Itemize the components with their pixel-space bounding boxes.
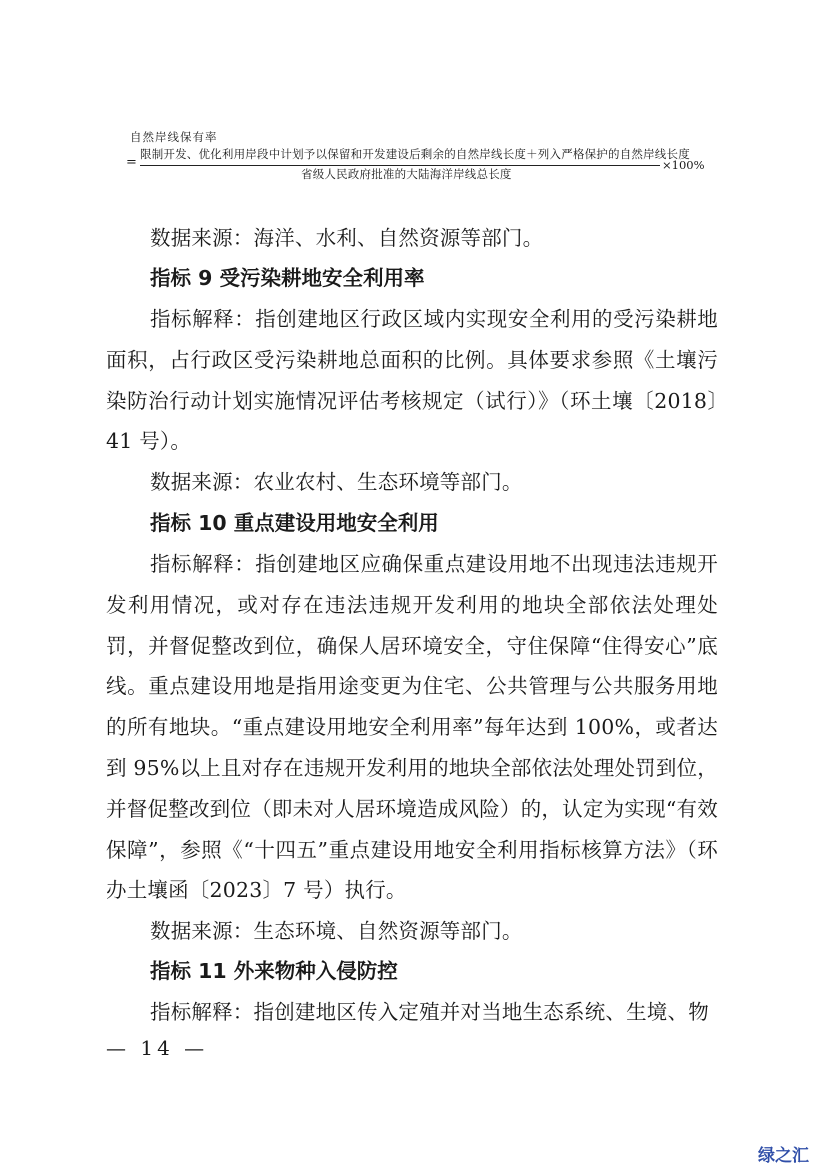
- watermark-logo: 绿之汇: [758, 1146, 809, 1166]
- formula-numerator: 限制开发、优化利用岸段中计划予以保留和开发建设后剩余的自然岸线长度＋列入严格保护的自然岸线长度: [140, 147, 690, 161]
- indicator-explanation-paragraph: 指标解释：指创建地区行政区域内实现安全利用的受污染耕地面积，占行政区受污染耕地总面积的比例。具体要求参照《土壤污染防治行动计划实施情况评估考核规定（试行）》（环土壤〔2018〕41 号）。: [106, 307, 718, 454]
- formula-denominator: 省级人民政府批准的大陆海洋岸线总长度: [301, 167, 512, 181]
- data-source-paragraph: 数据来源：农业农村、生态环境等部门。: [150, 470, 523, 494]
- indicator-explanation-paragraph: 指标解释：指创建地区传入定殖并对当地生态系统、生境、物: [150, 1000, 709, 1024]
- indicator-heading: 指标 9 受污染耕地安全利用率: [150, 266, 425, 290]
- data-source-paragraph: 数据来源：海洋、水利、自然资源等部门。: [150, 226, 544, 250]
- indicator-explanation-paragraph: 指标解释：指创建地区应确保重点建设用地不出现违法违规开发利用情况，或对存在违法违规开发利用的地块全部依法处理处罚，并督促整改到位，确保人居环境安全，守住保障“住得安心”底线。重点建设用地是指用途变更为住宅、公共管理与公共服务用地的所有地块。“重点建设用地安全利用率”每年达到 100%，或者达到 95%以上且对存在违规开发利用的地块全部依法处理处罚到位，并督促整改到位（即未对人居环境造成风险）的，认定为实现“有效保障”，参照《“十四五”重点建设用地安全利用指标核算方法》（环办土壤函〔2023〕7 号）执行。: [106, 552, 718, 903]
- formula-title: 自然岸线保有率: [130, 130, 218, 144]
- indicator-heading: 指标 11 外来物种入侵防控: [150, 959, 398, 983]
- formula-equals-sign: =: [126, 155, 137, 170]
- formula-multiplier: ×100%: [662, 158, 705, 172]
- page-number: — 14 —: [106, 1036, 209, 1060]
- indicator-heading: 指标 10 重点建设用地安全利用: [150, 511, 439, 535]
- formula-fraction-bar: [140, 165, 660, 166]
- data-source-paragraph: 数据来源：生态环境、自然资源等部门。: [150, 919, 523, 943]
